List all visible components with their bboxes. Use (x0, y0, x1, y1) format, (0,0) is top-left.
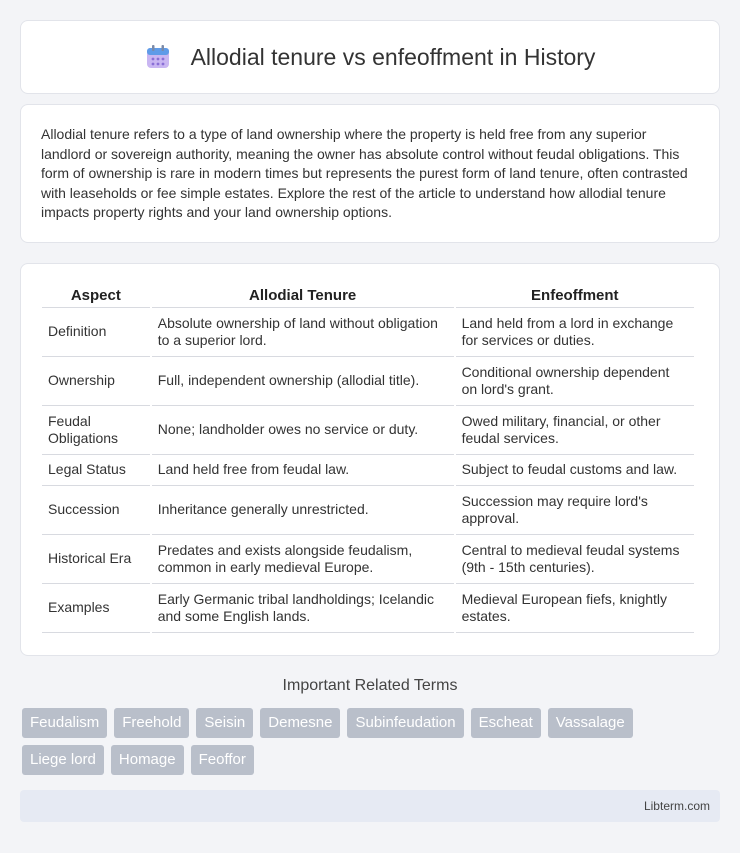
tag-seisin[interactable]: Seisin (196, 708, 253, 738)
cell-allodial: Early Germanic tribal landholdings; Icelandic and some English lands. (152, 584, 454, 633)
header-aspect: Aspect (42, 286, 150, 308)
header-card (20, 20, 720, 94)
footer (20, 790, 720, 822)
cell-allodial: Full, independent ownership (allodial title). (152, 357, 454, 406)
cell-aspect: Succession (42, 486, 150, 535)
header-enfeoffment: Enfeoffment (456, 286, 694, 308)
cell-enfeoffment: Owed military, financial, or other feudal services. (456, 406, 694, 455)
tag-liege-lord[interactable]: Liege lord (22, 745, 104, 775)
cell-aspect: Feudal Obligations (42, 406, 150, 455)
table-row (42, 357, 694, 406)
table-row (42, 535, 694, 584)
intro-card (20, 104, 720, 243)
cell-allodial: Predates and exists alongside feudalism, common in early medieval Europe. (152, 535, 454, 584)
page-title: Allodial tenure vs enfeoffment in History (190, 43, 596, 70)
table-row (42, 406, 694, 455)
tag-vassalage[interactable]: Vassalage (548, 708, 633, 738)
comparison-table (40, 286, 696, 633)
cell-allodial: None; landholder owes no service or duty. (152, 406, 454, 455)
cell-enfeoffment: Succession may require lord's approval. (456, 486, 694, 535)
related-terms-title: Important Related Terms (282, 677, 458, 694)
tag-subinfeudation[interactable]: Subinfeudation (347, 708, 463, 738)
cell-aspect: Ownership (42, 357, 150, 406)
footer-site-link[interactable]: Libterm.com (643, 799, 710, 813)
cell-enfeoffment: Central to medieval feudal systems (9th - 15th centuries). (456, 535, 694, 584)
cell-allodial: Absolute ownership of land without obligation to a superior lord. (152, 308, 454, 357)
table-row (42, 584, 694, 633)
tag-feoffor[interactable]: Feoffor (191, 745, 254, 775)
comparison-table-card (20, 263, 720, 656)
intro-text: Allodial tenure refers to a type of land ownership where the property is held free from any superior landlord or sovereign authority, meaning the owner has absolute control without feudal obligations. This form of ownership is rare in modern times but represents the purest form of land tenure, often contrasted with leaseholds or fee simple estates. Explore the rest of the article to understand how allodial tenure impacts property rights and your land ownership options. (41, 126, 688, 221)
cell-enfeoffment: Conditional ownership dependent on lord's grant. (456, 357, 694, 406)
table-row (42, 486, 694, 535)
table-header-row (42, 286, 694, 308)
cell-enfeoffment: Land held from a lord in exchange for services or duties. (456, 308, 694, 357)
tag-demesne[interactable]: Demesne (260, 708, 340, 738)
table-row (42, 455, 694, 486)
calendar-icon (145, 44, 171, 70)
table-row (42, 308, 694, 357)
cell-enfeoffment: Medieval European fiefs, knightly estates. (456, 584, 694, 633)
tag-homage[interactable]: Homage (111, 745, 184, 775)
header-allodial: Allodial Tenure (152, 286, 454, 308)
cell-aspect: Historical Era (42, 535, 150, 584)
cell-enfeoffment: Subject to feudal customs and law. (456, 455, 694, 486)
cell-aspect: Examples (42, 584, 150, 633)
cell-allodial: Land held free from feudal law. (152, 455, 454, 486)
tag-freehold[interactable]: Freehold (114, 708, 189, 738)
cell-aspect: Legal Status (42, 455, 150, 486)
tag-escheat[interactable]: Escheat (471, 708, 541, 738)
related-terms-list (22, 708, 722, 782)
tag-feudalism[interactable]: Feudalism (22, 708, 107, 738)
cell-aspect: Definition (42, 308, 150, 357)
cell-allodial: Inheritance generally unrestricted. (152, 486, 454, 535)
